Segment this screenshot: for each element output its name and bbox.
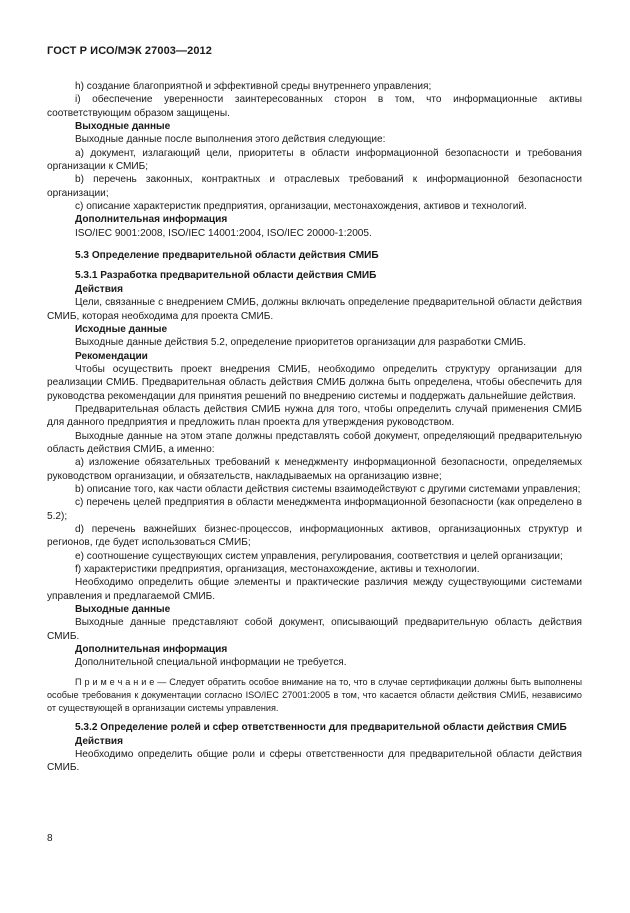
subheading-additional-info: Дополнительная информация	[75, 644, 228, 656]
paragraph-recommendations-4: Необходимо определить общие элементы и практические различия между существующими системами управления и предлагаемой СМИБ.	[47, 577, 582, 602]
list-item-e: е) соотношение существующих систем управления, регулирования, соответствия и целей организации;	[75, 550, 563, 562]
list-item-b: b) перечень законных, контрактных и отраслевых требований к информационной безопасности организации;	[47, 174, 582, 199]
note: П р и м е ч а н и е — Следует обратить особое внимание на то, что в случае сертификации должны быть выполнены особые требования к документации согласно ISO/IEC 27001:2005 в том, что касается области действия СМИБ, независимо от существующей в организации системы управления.	[47, 676, 582, 714]
paragraph-output-intro: Выходные данные после выполнения этого действия следующие:	[75, 134, 386, 146]
list-item-a: а) изложение обязательных требований к менеджменту информационной безопасности, определяемых руководством организации, и обязательств, накладываемых на организацию извне;	[47, 457, 582, 482]
section-heading-5-3-1: 5.3.1 Разработка предварительной области действия СМИБ	[75, 270, 377, 282]
page-number: 8	[47, 833, 53, 844]
subheading-additional-info: Дополнительная информация	[75, 214, 228, 226]
page-header-standard-title: ГОСТ Р ИСО/МЭК 27003—2012	[47, 45, 212, 57]
paragraph-references: ISO/IEC 9001:2008, ISO/IEC 14001:2004, ISO/IEC 20000-1:2005.	[75, 227, 372, 239]
list-item-c: с) описание характеристик предприятия, организации, местонахождения, активов и технологий.	[75, 201, 527, 213]
subheading-actions: Действия	[75, 283, 123, 295]
list-item-f: f) характеристики предприятия, организация, местонахождение, активы и технологии.	[75, 564, 480, 576]
list-item-a: а) документ, излагающий цели, приоритеты в области информационной безопасности и требования организации к СМИБ;	[47, 147, 582, 173]
subheading-output: Выходные данные	[75, 121, 171, 133]
subheading-actions: Действия	[75, 735, 123, 747]
paragraph-recommendations-1: Чтобы осуществить проект внедрения СМИБ, необходимо определить структуру организации для реализации СМИБ. Предварительная область действия СМИБ должна быть определена, чтобы обеспечить для руководства рекомендации для принятия решений по внедрению системы и поддержать дальнейшие действия.	[47, 363, 582, 402]
subheading-recommendations: Рекомендации	[75, 350, 148, 362]
section-heading-5-3-2: 5.3.2 Определение ролей и сфер ответственности для предварительной области действия СМИБ	[75, 722, 567, 734]
paragraph-recommendations-3: Выходные данные на этом этапе должны представлять собой документ, определяющий предварительную область действия СМИБ, а именно:	[47, 430, 582, 455]
paragraph-input: Выходные данные действия 5.2, определение приоритетов организации для разработки СМИБ.	[75, 337, 527, 349]
list-item-b: b) описание того, как части области действия системы взаимодействуют с другими системами управления;	[75, 483, 581, 495]
paragraph-additional-info: Дополнительной специальной информации не требуется.	[75, 657, 347, 669]
subheading-output: Выходные данные	[75, 604, 171, 616]
section-heading-5-3: 5.3 Определение предварительной области действия СМИБ	[75, 250, 379, 262]
list-item-h: h) создание благоприятной и эффективной среды внутреннего управления;	[75, 81, 432, 92]
subheading-input: Исходные данные	[75, 323, 168, 335]
list-item-d: d) перечень важнейших бизнес-процессов, информационных активов, организационных структур и регионов, где будет использоваться СМИБ;	[47, 524, 582, 549]
paragraph-output: Выходные данные представляют собой документ, описывающий предварительную область действия СМИБ.	[47, 617, 582, 642]
list-item-c: с) перечень целей предприятия в области менеджмента информационной безопасности (как определено в 5.2);	[47, 497, 582, 522]
paragraph-actions: Необходимо определить общие роли и сферы ответственности для предварительной области действия СМИБ.	[47, 749, 582, 774]
page-body	[47, 80, 582, 775]
list-item-i: i) обеспечение уверенности заинтересованных сторон в том, что информационные активы соответствующим образом защищены.	[47, 94, 582, 119]
paragraph-actions: Цели, связанные с внедрением СМИБ, должны включать определение предварительной области действия СМИБ, которая необходима для проекта СМИБ.	[47, 297, 582, 322]
paragraph-recommendations-2: Предварительная область действия СМИБ нужна для того, чтобы определить случай применения СМИБ для данного предприятия и предложить план проекта для утверждения руководством.	[47, 403, 582, 429]
